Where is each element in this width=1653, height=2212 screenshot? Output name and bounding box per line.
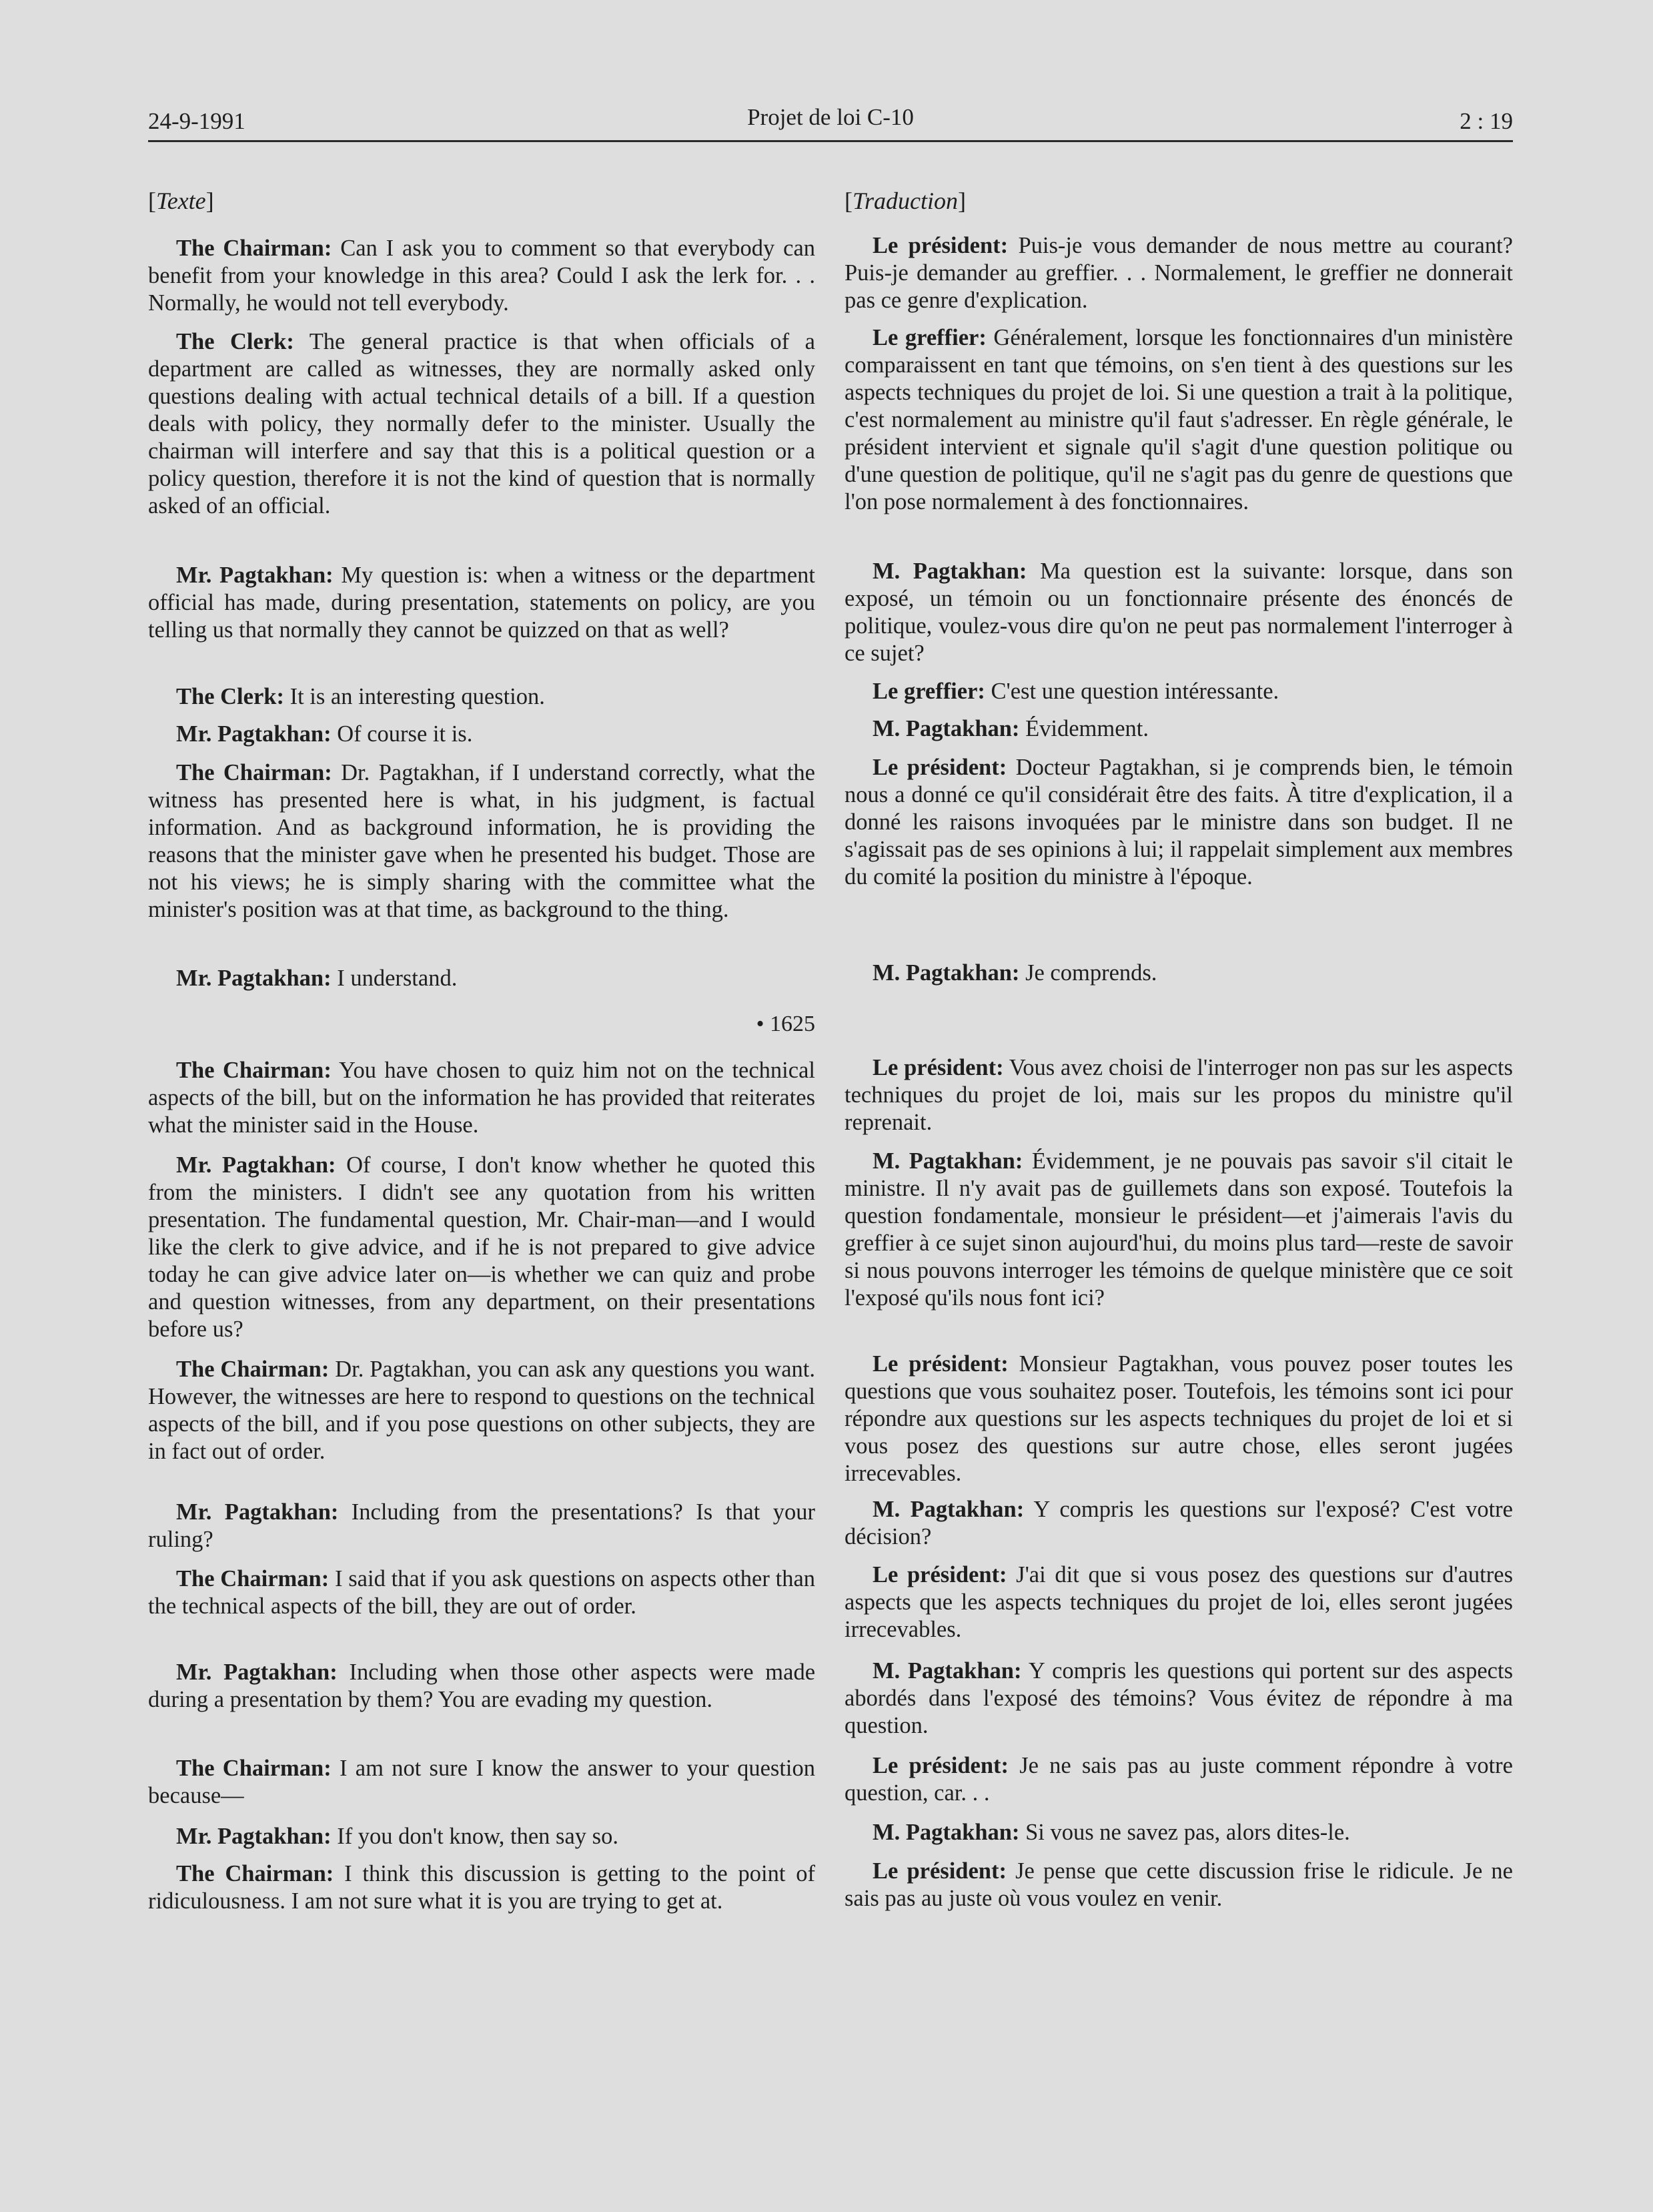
speaker: M. Pagtakhan: [873, 1820, 1020, 1845]
paragraph: Le président: J'ai dit que si vous posez des questions sur d'autres aspects que les aspects techniques du projet de loi, elles seront jugées irrecevables. [845, 1562, 1513, 1642]
speaker: Le greffier: [873, 679, 985, 704]
paragraph: The Clerk: The general practice is that when officials of a department are called as witnesses, they are normally asked only questions dealing with actual technical details of a bill. If a question deals with policy, they normally defer to the minister. Usually the chairman will interfere and say that this is a political question or a policy question, therefore it is not the kind of question that is normally asked of an official. [148, 329, 815, 518]
paragraph: Le président: Puis-je vous demander de nous mettre au courant? Puis-je demander au greffier. . . Normalement, le greffier ne donnerait pas ce genre d'explication. [845, 233, 1513, 313]
paragraph: Mr. Pagtakhan: Including from the presentations? Is that your ruling? [148, 1499, 815, 1552]
paragraph: The Chairman: Dr. Pagtakhan, you can ask any questions you want. However, the witnesses are here to respond to questions on the technical aspects of the bill, and if you pose questions on other subjects, they are in fact out of order. [148, 1357, 815, 1464]
speaker: M. Pagtakhan: [873, 1658, 1022, 1684]
speaker: Le président: [873, 1562, 1007, 1587]
speaker: Le président: [873, 1055, 1004, 1080]
speaker: Le président: [873, 1753, 1009, 1778]
header-page-number: 2 : 19 [1460, 108, 1513, 134]
speaker: M. Pagtakhan: [873, 960, 1020, 986]
paragraph: The Chairman: I said that if you ask questions on aspects other than the technical aspects of the bill, they are out of order. [148, 1566, 816, 1619]
speaker: The Chairman: [176, 760, 332, 785]
paragraph: M. Pagtakhan: Si vous ne savez pas, alors dites-le. [873, 1820, 1350, 1845]
section-label-texte: [Texte] [148, 188, 214, 214]
header-title: Projet de loi C-10 [747, 104, 914, 130]
paragraph: Le président: Je ne sais pas au juste comment répondre à votre question, car. . . [845, 1753, 1513, 1806]
speaker: M. Pagtakhan: [873, 1148, 1023, 1174]
paragraph: The Chairman: Dr. Pagtakhan, if I understand correctly, what the witness has presented here is what, in his judgment, is factual information. And as background information, he is providing the reasons that the minister gave when he presented his budget. Those are not his views; he is simply sharing with the committee what the minister's position was at that time, as background to the thing. [148, 760, 815, 922]
paragraph: Le président: Je pense que cette discussion frise le ridicule. Je ne sais pas au juste où vous voulez en venir. [845, 1858, 1513, 1911]
paragraph: Le greffier: C'est une question intéressante. [873, 679, 1279, 704]
paragraph: Mr. Pagtakhan: I understand. [176, 966, 458, 991]
paragraph: M. Pagtakhan: Y compris les questions qui portent sur des aspects abordés dans l'exposé des témoins? Vous évitez de répondre à ma question. [845, 1658, 1513, 1738]
paragraph: The Chairman: Can I ask you to comment so that everybody can benefit from your knowledge in this area? Could I ask the lerk for. . . Normally, he would not tell everybody. [148, 236, 816, 316]
speaker: Mr. Pagtakhan: [176, 563, 334, 588]
speaker: Mr. Pagtakhan: [176, 1660, 338, 1685]
paragraph: Le président: Docteur Pagtakhan, si je comprends bien, le témoin nous a donné ce qu'il considérait être des faits. À titre d'explication, il a donné les raisons invoquées par le ministre dans son budget. Il ne s'agissait pas de ses opinions à lui; il rappelait simplement aux membres du comité la position du ministre à l'époque. [845, 755, 1513, 889]
paragraph: The Chairman: I am not sure I know the answer to your question because— [148, 1756, 815, 1808]
time-marker: • 1625 [756, 1012, 815, 1037]
paragraph: Mr. Pagtakhan: My question is: when a witness or the department official has made, during presentation, statements on policy, are you telling us that normally they cannot be quizzed on that as well? [148, 563, 816, 643]
speaker: The Clerk: [176, 329, 294, 354]
paragraph: M. Pagtakhan: Y compris les questions sur l'exposé? C'est votre décision? [845, 1497, 1513, 1549]
paragraph: The Chairman: You have chosen to quiz him not on the technical aspects of the bill, but on the information he has provided that reiterates what the minister said in the House. [148, 1058, 815, 1138]
speaker: M. Pagtakhan: [873, 716, 1020, 741]
paragraph: Le président: Monsieur Pagtakhan, vous pouvez poser toutes les questions que vous souhaitez poser. Toutefois, les témoins sont ici pour répondre aux questions sur les aspects techniques du projet de loi et si vous posez des questions sur autre chose, elles seront jugées irrecevables. [845, 1351, 1513, 1486]
paragraph: The Chairman: I think this discussion is getting to the point of ridiculousness. I am not sure what it is you are trying to get at. [148, 1861, 815, 1914]
paragraph: The Clerk: It is an interesting question. [176, 684, 545, 709]
speaker: The Chairman: [176, 1756, 332, 1781]
speaker: Le président: [873, 1858, 1007, 1884]
speaker: The Chairman: [176, 1058, 332, 1083]
paragraph: Mr. Pagtakhan: Of course, I don't know whether he quoted this from the ministers. I didn't see any quotation from his written presentation. The fundamental question, Mr. Chair-man—and I would like the clerk to give advice, and if he is not prepared to give advice today he can give advice later on—is whether we can quiz and probe and question witnesses, from any department, on their presentations before us? [148, 1152, 815, 1342]
paragraph: M. Pagtakhan: Ma question est la suivante: lorsque, dans son exposé, un témoin ou un fonctionnaire présente des énoncés de politique, voulez-vous dire qu'on ne peut pas normalement l'interroger à ce sujet? [845, 559, 1513, 666]
speaker: Mr. Pagtakhan: [176, 1824, 332, 1849]
paragraph: Le président: Vous avez choisi de l'interroger non pas sur les aspects techniques du projet de loi, mais sur les propos du ministre qu'il reprenait. [845, 1055, 1513, 1135]
paragraph: M. Pagtakhan: Je comprends. [873, 960, 1157, 986]
paragraph: M. Pagtakhan: Évidemment, je ne pouvais pas savoir s'il citait le ministre. Il n'y avait pas de guillemets dans son exposé. Toutefois la question fondamentale, monsieur le président—et j'aimerais l'avis du greffier à ce sujet sinon aujourd'hui, du moins plus tard—reste de savoir si nous pouvons interroger les témoins de quelque ministère que ce soit l'exposé qu'ils nous font ici? [845, 1148, 1514, 1311]
speaker: The Chairman: [176, 1861, 334, 1886]
paragraph: Le greffier: Généralement, lorsque les fonctionnaires d'un ministère comparaissent en tant que témoins, on s'en tient à des questions sur les aspects techniques du projet de loi. Si une question a trait à la politique, c'est normalement au ministre qu'il faut s'adresser. En règle générale, le président intervient et signale qu'il s'agit d'une question politique ou d'une question de politique, qu'il ne s'agit pas du genre de questions que l'on pose normalement à des fonctionnaires. [845, 325, 1513, 514]
speaker: Mr. Pagtakhan: [176, 721, 332, 747]
speaker: The Chairman: [176, 1357, 330, 1382]
speaker: Le greffier: [873, 325, 987, 350]
header-date: 24-9-1991 [148, 108, 245, 134]
speaker: Le président: [873, 755, 1007, 780]
paragraph: Mr. Pagtakhan: If you don't know, then say so. [176, 1824, 618, 1849]
speaker: M. Pagtakhan: [873, 1497, 1025, 1522]
speaker: M. Pagtakhan: [873, 559, 1027, 584]
speaker: Le président: [873, 1351, 1009, 1377]
paragraph: Mr. Pagtakhan: Of course it is. [176, 721, 473, 747]
page-header [148, 100, 1513, 142]
speaker: The Chairman: [176, 1566, 330, 1591]
section-label-traduction: [Traduction] [845, 188, 967, 214]
speaker: Mr. Pagtakhan: [176, 1499, 339, 1525]
speaker: The Clerk: [176, 684, 284, 709]
speaker: Mr. Pagtakhan: [176, 1152, 336, 1178]
paragraph: M. Pagtakhan: Évidemment. [873, 716, 1149, 741]
speaker: Le président: [873, 233, 1009, 258]
paragraph: Mr. Pagtakhan: Including when those other aspects were made during a presentation by them? You are evading my question. [148, 1660, 816, 1712]
speaker: Mr. Pagtakhan: [176, 966, 332, 991]
speaker: The Chairman: [176, 236, 332, 261]
